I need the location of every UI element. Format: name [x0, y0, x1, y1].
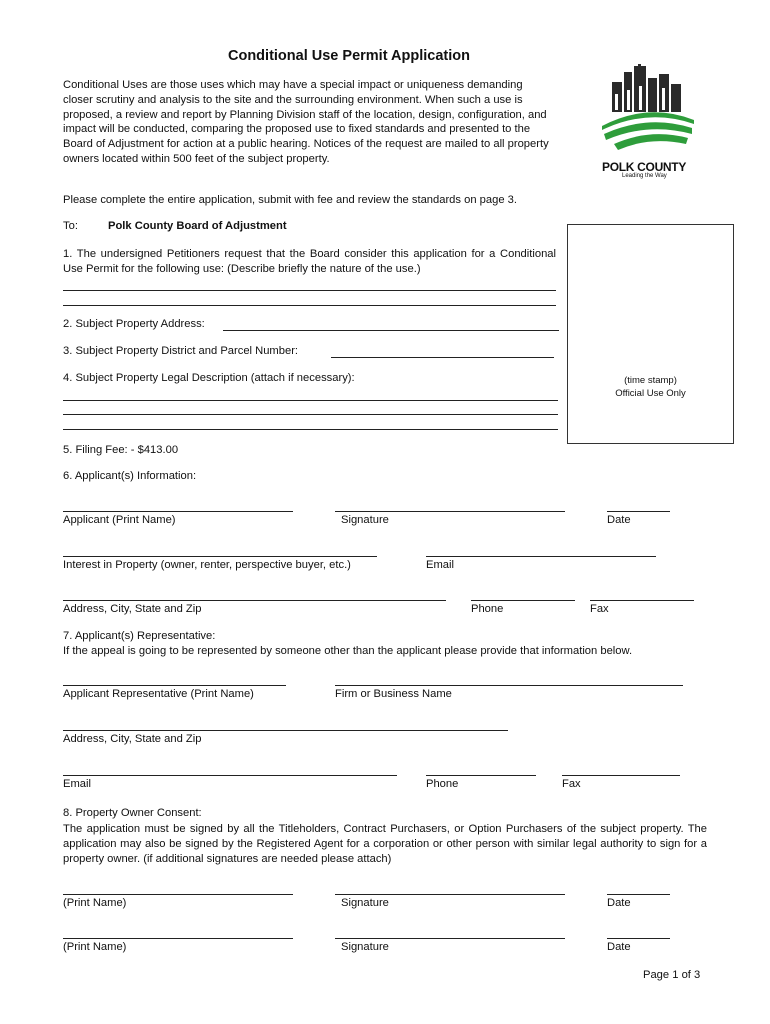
- official-use-box: [567, 224, 734, 444]
- polk-county-logo: [598, 64, 698, 184]
- applicant-date-label: Date: [607, 514, 631, 526]
- logo-name: POLK COUNTY: [602, 160, 687, 174]
- to-label: To:: [63, 220, 78, 232]
- question-7: 7. Applicant(s) Representative:: [63, 630, 216, 642]
- question-1: 1. The undersigned Petitioners request that the Board consider this application for a Conditional Use Permit for the following use: (Describe briefly the nature of the use.): [63, 248, 556, 275]
- rep-firm-field[interactable]: [335, 685, 683, 686]
- applicant-date-field[interactable]: [607, 511, 670, 512]
- owner2-date-field[interactable]: [607, 938, 670, 939]
- interest-label: Interest in Property (owner, renter, perspective buyer, etc.): [63, 559, 351, 571]
- applicant-fax-field[interactable]: [590, 600, 694, 601]
- applicant-name-field[interactable]: [63, 511, 293, 512]
- owner1-date-field[interactable]: [607, 894, 670, 895]
- owner1-name-field[interactable]: [63, 894, 293, 895]
- official-use-label: Official Use Only: [615, 388, 686, 399]
- applicant-phone-label: Phone: [471, 603, 504, 615]
- legal-desc-line-1[interactable]: [63, 400, 558, 401]
- rep-phone-field[interactable]: [426, 775, 536, 776]
- rep-name-field[interactable]: [63, 685, 286, 686]
- to-value: Polk County Board of Adjustment: [108, 220, 287, 232]
- applicant-address-label: Address, City, State and Zip: [63, 603, 202, 615]
- owner1-signature-field[interactable]: [335, 894, 565, 895]
- owner2-date-label: Date: [607, 941, 631, 953]
- rep-name-label: Applicant Representative (Print Name): [63, 688, 254, 700]
- applicant-email-field[interactable]: [426, 556, 656, 557]
- page-number: Page 1 of 3: [643, 969, 701, 981]
- rep-email-label: Email: [63, 778, 91, 790]
- district-parcel-field[interactable]: [331, 357, 554, 358]
- legal-desc-line-2[interactable]: [63, 414, 558, 415]
- owner1-signature-label: Signature: [341, 897, 389, 909]
- question-3: 3. Subject Property District and Parcel Number:: [63, 345, 299, 357]
- question-4: 4. Subject Property Legal Description (attach if necessary):: [63, 372, 355, 384]
- intro-paragraph: Conditional Uses are those uses which may have a special impact or uniqueness demanding closer scrutiny and analysis to the site and the surrounding environment. When such a use is proposed, a review and report by Planning Division staff of the location, design, configuration, and impact will be conducted, comparing the proposed use to fixed standards and presented to the Board of Adjustment for action at a public hearing. Notices of the request are mailed to all property owners located within 500 feet of the subject property.: [63, 79, 549, 165]
- owner1-name-label: (Print Name): [63, 897, 127, 909]
- question-8: 8. Property Owner Consent:: [63, 807, 202, 819]
- question-2: 2. Subject Property Address:: [63, 318, 205, 330]
- applicant-fax-label: Fax: [590, 603, 609, 615]
- applicant-address-field[interactable]: [63, 600, 446, 601]
- owner-consent-text: The application must be signed by all the Titleholders, Contract Purchasers, or Option Purchasers of the subject property. The application may also be signed by the Registered Agent for a corporation or other person with similar legal authority to sign for a property owner. (if additional signatures are needed please attach): [63, 823, 707, 865]
- applicant-email-label: Email: [426, 559, 454, 571]
- question-6: 6. Applicant(s) Information:: [63, 470, 197, 482]
- logo-tagline: Leading the Way: [622, 173, 667, 179]
- q1-line-2[interactable]: [63, 305, 556, 306]
- rep-fax-field[interactable]: [562, 775, 680, 776]
- interest-field[interactable]: [63, 556, 377, 557]
- applicant-name-label: Applicant (Print Name): [63, 514, 176, 526]
- owner2-signature-label: Signature: [341, 941, 389, 953]
- applicant-signature-field[interactable]: [335, 511, 565, 512]
- rep-phone-label: Phone: [426, 778, 459, 790]
- rep-email-field[interactable]: [63, 775, 397, 776]
- page-title: Conditional Use Permit Application: [228, 48, 470, 64]
- rep-address-field[interactable]: [63, 730, 508, 731]
- instruction-text: Please complete the entire application, submit with fee and review the standards on page 3.: [63, 194, 517, 206]
- question-7-note: If the appeal is going to be represented by someone other than the applicant please provide that information below.: [63, 645, 633, 657]
- owner2-name-field[interactable]: [63, 938, 293, 939]
- owner2-name-label: (Print Name): [63, 941, 127, 953]
- rep-fax-label: Fax: [562, 778, 581, 790]
- time-stamp-label: (time stamp): [624, 375, 677, 386]
- owner2-signature-field[interactable]: [335, 938, 565, 939]
- rep-address-label: Address, City, State and Zip: [63, 733, 202, 745]
- owner1-date-label: Date: [607, 897, 631, 909]
- legal-desc-line-3[interactable]: [63, 429, 558, 430]
- applicant-phone-field[interactable]: [471, 600, 575, 601]
- q1-line-1[interactable]: [63, 290, 556, 291]
- filing-fee: 5. Filing Fee: - $413.00: [63, 444, 179, 456]
- property-address-field[interactable]: [223, 330, 559, 331]
- applicant-signature-label: Signature: [341, 514, 389, 526]
- rep-firm-label: Firm or Business Name: [335, 688, 452, 700]
